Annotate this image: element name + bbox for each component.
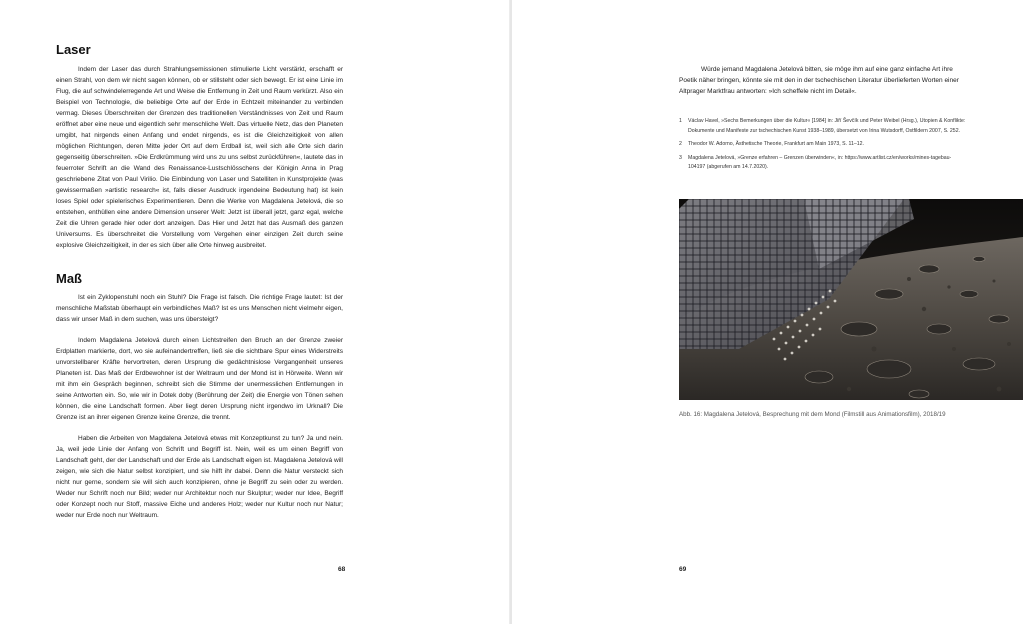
section-heading-laser: Laser xyxy=(56,42,91,57)
footnote-number: 1 xyxy=(679,118,682,124)
mass-text xyxy=(56,292,343,521)
mass-paragraph-2: Indem Magdalena Jetelová durch einen Lichtstreifen den Bruch an der Grenze zweier Erdplatten markierte, dort, wo sie aufeinandertreffen, ließ sie die sichtbare Spur eines Widerstreits unvorstellbarer Kräfte hervortreten, deren Ursprung die gedächtnislose Vergangenheit unseres Planeten ist. Das Maß der Erdbewohner ist der Weltraum und der Mond ist in Hörweite. Wenn wir mit ihm ein Gespräch beginnen, schreibt sich die Stimme der unermesslichen Entfernungen in seine Antworten ein. So, wie wir in Dotek doby (Berührung der Zeit) die Energie von Tönen sehen können, die eine Landschaft formen. Aber liegt deren Ursprung nicht irgendwo im Urknall? Die Grenze ist an ihrer eigenen Grenze keine Grenze, die trennt. xyxy=(56,337,343,421)
footnote-text: Václav Havel, »Sechs Bemerkungen über die Kultur« [1984] in: Jiří Ševčík und Peter Weibel (Hrsg.), Utopien & Konflikte: Dokumente und Manifeste zur tschechischen Kunst 1938–1989, übersetzt von Irina Wutsdorff, Ostfildern 2007, S. 252. xyxy=(688,118,966,134)
footnote-item xyxy=(679,117,967,136)
footnote-item xyxy=(679,154,967,173)
laser-text xyxy=(56,64,343,251)
film-still-image xyxy=(679,199,1023,400)
footnote-number: 3 xyxy=(679,154,682,161)
moon-surface-illustration xyxy=(679,199,1023,400)
section-heading-mass: Maß xyxy=(56,271,82,286)
page-number-right: 69 xyxy=(679,566,687,573)
footnote-text: Magdalena Jetelová, »Grenze erfahren – Grenzen überwinden«, in: https://www.artlist.cz/en/works/mines-tagebau-104197 (abgerufen am 14.7.2020). xyxy=(688,154,952,171)
page-number-left: 68 xyxy=(338,566,346,573)
quote-paragraph: Würde jemand Magdalena Jetelová bitten, sie möge ihm auf eine ganz einfache Art ihre Poetik näher bringen, könnte sie mit den in der tschechischen Literatur überlieferten Worten einer Altprager Marktfrau antworten: »Ich scheffele nicht im Detail«. xyxy=(679,66,959,95)
mass-paragraph-3: Haben die Arbeiten von Magdalena Jetelová etwas mit Konzeptkunst zu tun? Ja und nein. Ja, weil jede Linie der Anfang von Schrift und Begriff ist. Nein, weil es um einen Begriff von Landschaft geht, der der Landschaft und der Erde als Landschaft eigen ist. Magdalena Jetelová will zeigen, wie sich die Natur selbst konzipiert, und sie hilft ihr dabei. Denn die Natur versteckt sich nicht nur gerne, sondern sie will sich auch konzipieren, ohne je Begriff zu sein oder zu werden. Weder nur Schrift noch nur Bild; weder nur Architektur noch nur Skulptur; weder nur Idee, Begriff oder Konzept noch nur Stoff, massive Eiche und anderes Holz; weder nur Kultur noch nur Natur; weder nur Erde noch nur Weltraum. xyxy=(56,435,343,519)
laser-paragraph: Indem der Laser das durch Strahlungsemissionen stimulierte Licht verstärkt, erschafft er einen Strahl, von dem wir nicht sagen können, ob er stillsteht oder sich bewegt. Er ist eine Linie im Flug, die auf schwindelerregende Art und Weise die Entfernung in Zeit und Raum verkürzt. Also ein Beispiel von Technologie, die beliebige Orte auf der Erde in Echtzeit miteinander zu verbinden vermag. Dieses Überschreiten der Grenzen des traditionellen Verständnisses von Zeit und Raum eröffnet aber eine neue und eigentlich sehr menschliche Welt. Das virtuelle Netz, das den Planeten umgibt, hat nirgends einen Anfang und endet nirgends, es ist die Gleichzeitigkeit von allen möglichen Richtungen, deren Mitte jeder Ort auf dem Erdball ist, weil sich alle Orte sich darin gegenseitig überschreiten. »Die Erdkrümmung wird uns zu uns selbst zurückführen«, lautete das in feuerroter Schrift an die Wand des Renaissance-Lustschlösschens der Königin Anna in Prag geschriebene Zitat von Paul Virilio. Die Einbindung von Laser und Satelliten in Kunstprojekte (was gewissermaßen »artistic research« ist, falls dieser Ausdruck irgendeine Bedeutung hat) ist kein loses Spiel oder spielerisches Experimentieren. Denn die Werke von Magdalena Jetelová, die so entstehen, enthüllen eine andere Dimension unserer Welt: Jetzt ist überall jetzt, ganz egal, welche Zeit die Uhren gerade hier oder dort anzeigen. Das Hier und Jetzt hat das Ausmaß des ganzen Universums. Es überschreitet die Vorstellung vom Vergehen einer einzigen Zeit durch seine explosive Gleichzeitigkeit, in der es sich über alle Orte hinweg ausbreitet. xyxy=(56,66,343,249)
footnote-item xyxy=(679,140,967,150)
footnote-number: 2 xyxy=(679,141,682,148)
footnotes xyxy=(679,117,967,177)
image-caption: Abb. 16: Magdalena Jetelová, Besprechung mit dem Mond (Filmstill aus Animationsfilm), 2018/19 xyxy=(679,411,946,418)
mass-paragraph-1: Ist ein Zyklopenstuhl noch ein Stuhl? Die Frage ist falsch. Die richtige Frage lautet: Ist der menschliche Maßstab überhaupt ein verbindliches Maß? Ist es uns Menschen nicht vielmehr eigen, dass wir unser Maß in dem suchen, was uns übersteigt? xyxy=(56,294,343,323)
footnote-text: Theodor W. Adorno, Ästhetische Theorie, Frankfurt am Main 1973, S. 11–12. xyxy=(688,141,864,148)
